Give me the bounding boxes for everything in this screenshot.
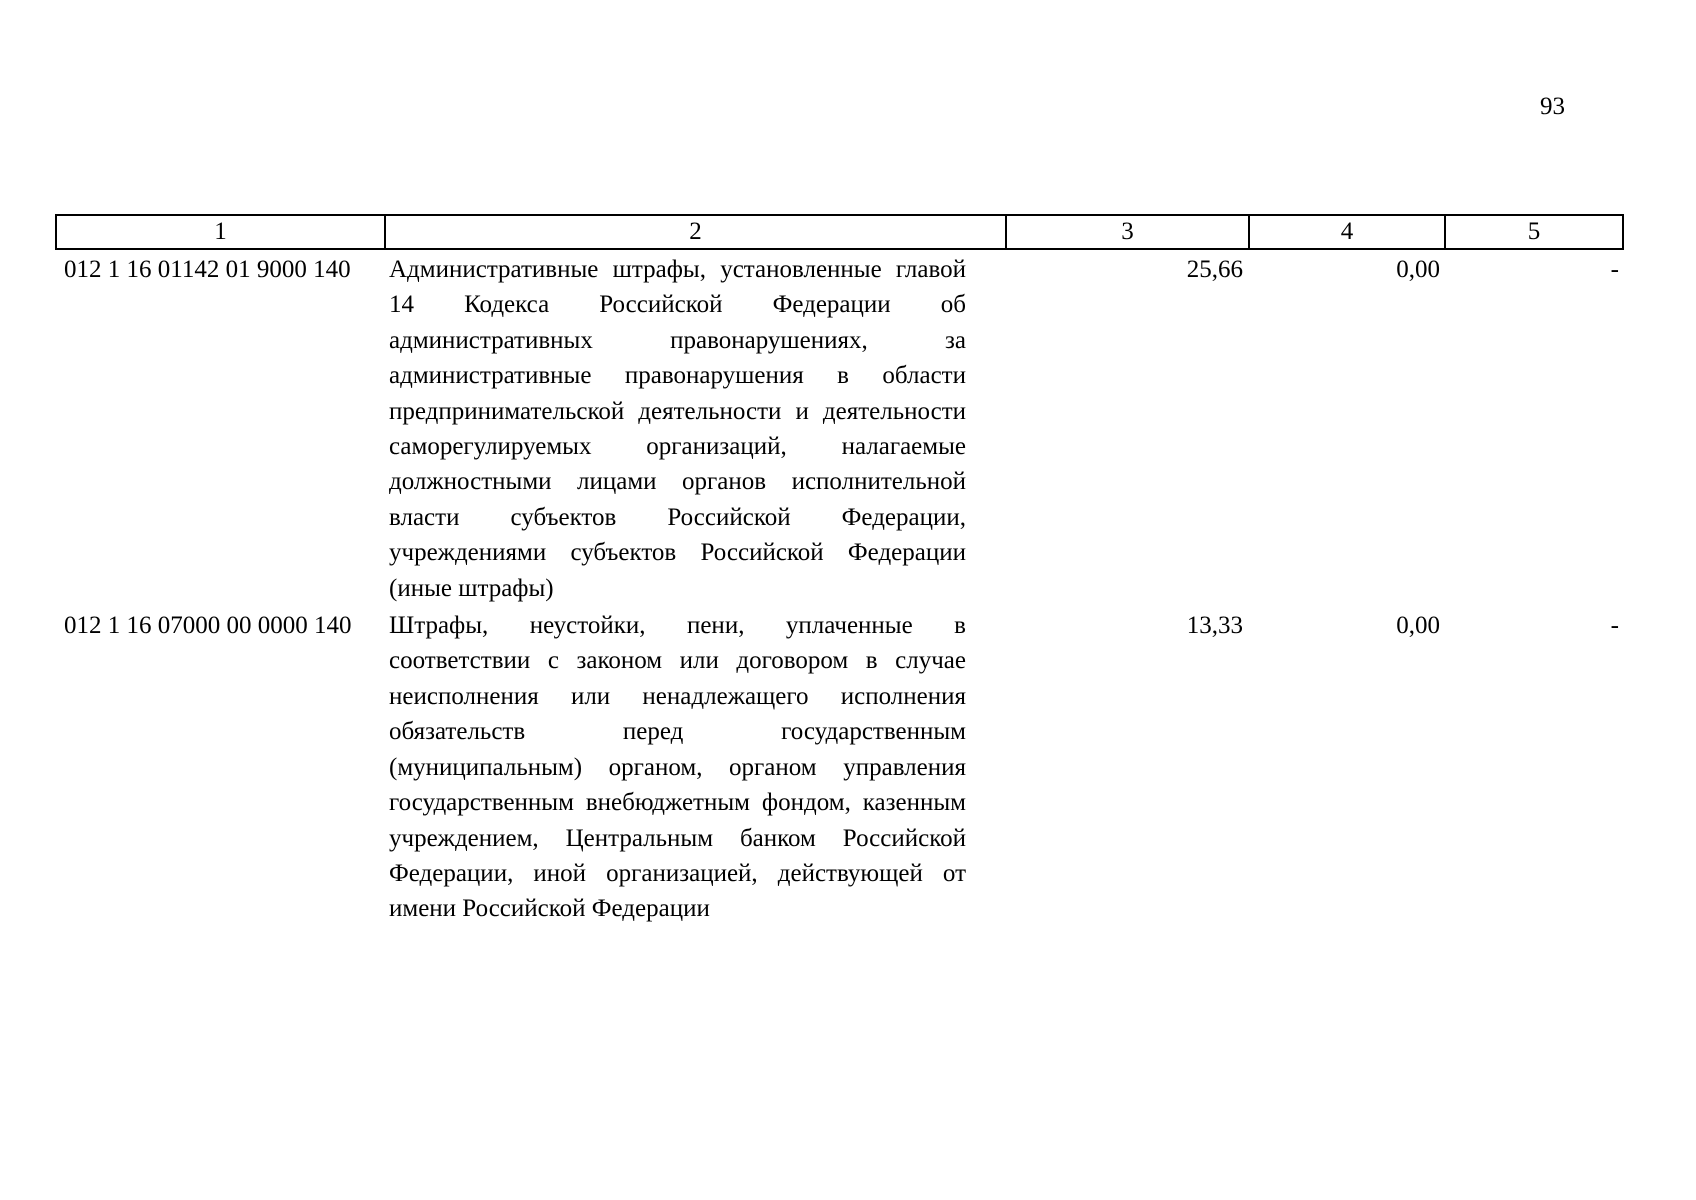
value-col3-cell: 25,66 [1186,256,1243,283]
column-header-3: 3 [1006,215,1249,249]
header-row [56,215,1623,249]
value-col5-cell: - [1610,256,1619,283]
value-col5-cell: - [1610,612,1619,640]
revenue-table-container [55,214,1622,927]
table-header [56,215,1623,249]
value-col4-cell: 0,00 [1396,256,1440,283]
value-col4-cell: 0,00 [1396,612,1440,640]
column-header-4: 4 [1249,215,1445,249]
column-header-5: 5 [1445,215,1623,249]
table-body [56,249,1623,927]
value-col3-cell: 13,33 [1186,612,1243,640]
page-number: 93 [1540,93,1565,120]
budget-code-cell: 012 1 16 01142 01 9000 140 [64,256,351,283]
revenue-table [55,214,1624,927]
column-header-2: 2 [385,215,1006,249]
revenue-name-cell: Административные штрафы, установленные главой 14 Кодекса Российской Федерации об административных правонарушениях, за административные правонарушения в области предпринимательской деятельности и деятельности саморегулируемых организаций, налагаемые должностными лицами органов исполнительной власти субъектов Российской Федерации, учреждениями субъектов Российской Федерации (иные штрафы) [389,256,966,602]
column-header-1: 1 [56,215,385,249]
table-row [56,606,1623,927]
table-row [56,249,1623,606]
budget-code-cell: 012 1 16 07000 00 0000 140 [64,612,352,640]
revenue-name-cell: Штрафы, неустойки, пени, уплаченные в соответствии с законом или договором в случае неисполнения или ненадлежащего исполнения обязательств перед государственным (муниципальным) органом, органом управления государственным внебюджетным фондом, казенным учреждением, Центральным банком Российской Федерации, иной организацией, действующей от имени Российской Федерации [389,612,966,923]
